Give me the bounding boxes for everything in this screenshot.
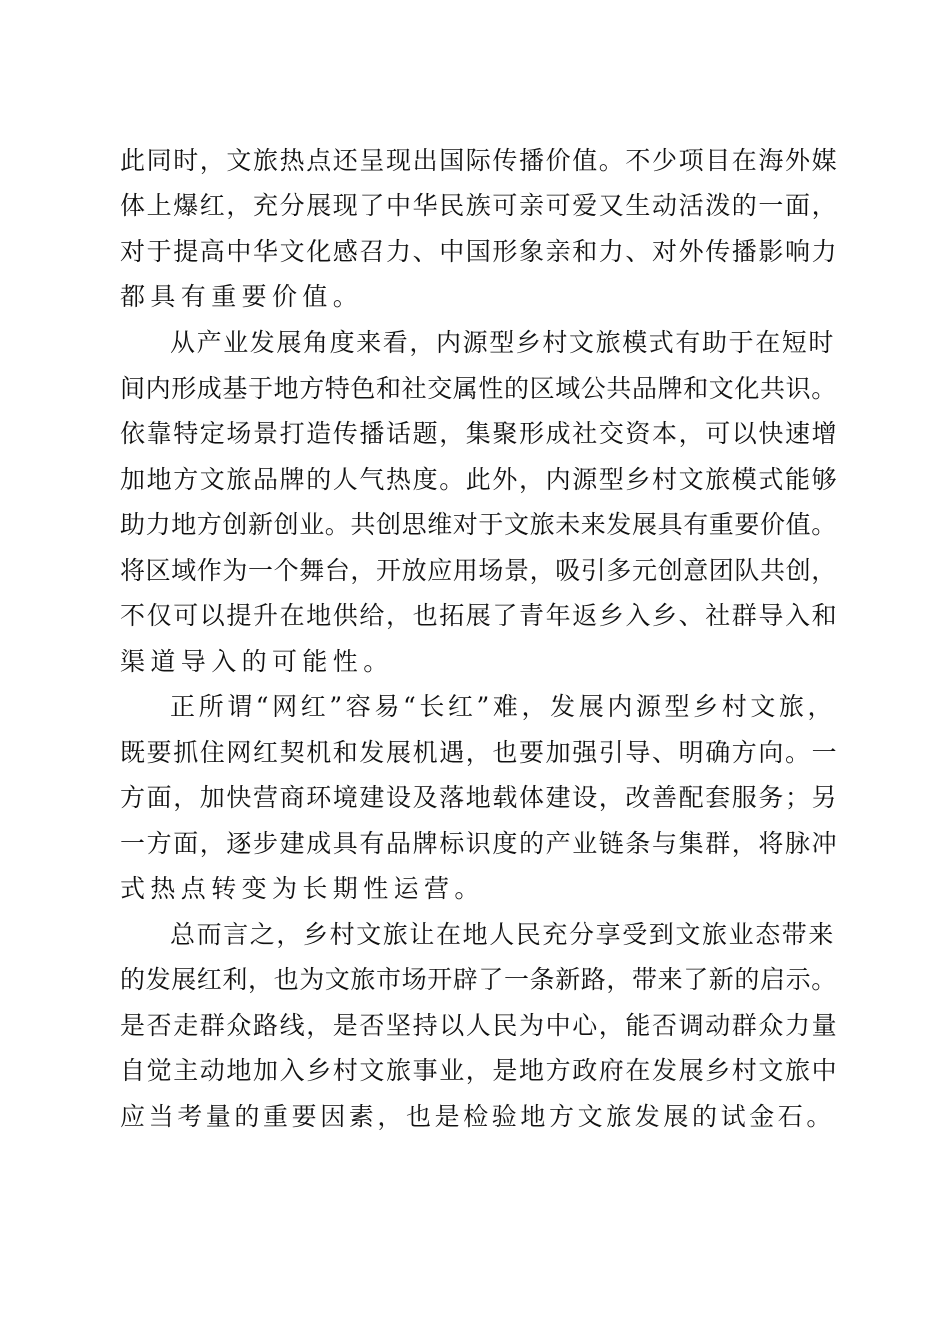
paragraph-first-line: 总而言之，乡村文旅让在地人民充分享受到文旅业态带来 — [170, 920, 836, 949]
text-line: 既要抓住网红契机和发展机遇，也要加强引导、明确方向。一 — [120, 738, 839, 767]
text-line: 式热点转变为长期性运营。 — [120, 874, 485, 903]
text-line: 对于提高中华文化感召力、中国形象亲和力、对外传播影响力 — [120, 237, 839, 266]
text-line: 的发展红利，也为文旅市场开辟了一条新路，带来了新的启示。 — [120, 965, 837, 994]
text-line: 不仅可以提升在地供给，也拓展了青年返乡入乡、社群导入和 — [120, 601, 839, 630]
text-line: 自觉主动地加入乡村文旅事业，是地方政府在发展乡村文旅中 — [120, 1056, 839, 1085]
paragraph-first-line: 正所谓“网红”容易“长红”难，发展内源型乡村文旅， — [170, 692, 837, 721]
text-line: 方面，加快营商环境建设及落地载体建设，改善配套服务；另 — [120, 783, 839, 812]
text-line: 渠道导入的可能性。 — [120, 647, 394, 676]
text-line: 依靠特定场景打造传播话题，集聚形成社交资本，可以快速增 — [120, 419, 839, 448]
text-line: 间内形成基于地方特色和社交属性的区域公共品牌和文化共识。 — [120, 374, 837, 403]
text-line: 此同时，文旅热点还呈现出国际传播价值。不少项目在海外媒 — [120, 146, 839, 175]
paragraph-first-line: 从产业发展角度来看，内源型乡村文旅模式有助于在短时 — [170, 328, 836, 357]
text-line: 是否走群众路线，是否坚持以人民为中心，能否调动群众力量 — [120, 1011, 839, 1040]
text-line: 应当考量的重要因素，也是检验地方文旅发展的试金石。 — [120, 1102, 836, 1131]
text-line: 体上爆红，充分展现了中华民族可亲可爱又生动活泼的一面， — [120, 191, 839, 220]
text-line: 将区域作为一个舞台，开放应用场景，吸引多元创意团队共创， — [120, 556, 837, 585]
text-line: 一方面，逐步建成具有品牌标识度的产业链条与集群，将脉冲 — [120, 829, 839, 858]
text-line: 都具有重要价值。 — [120, 282, 364, 311]
text-line: 助力地方创新创业。共创思维对于文旅未来发展具有重要价值。 — [120, 510, 837, 539]
text-line: 加地方文旅品牌的人气热度。此外，内源型乡村文旅模式能够 — [120, 465, 839, 494]
